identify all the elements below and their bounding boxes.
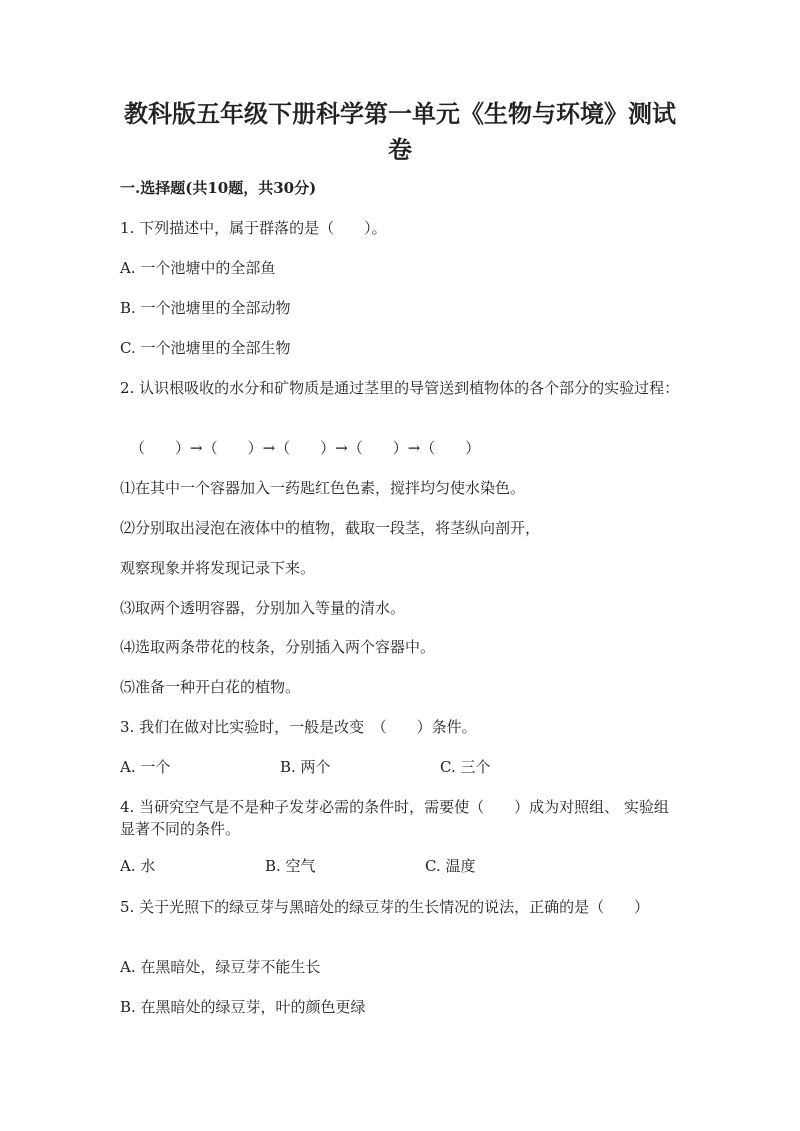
page-title: 教科版五年级下册科学第一单元《生物与环境》测试卷 — [124, 99, 676, 164]
question-3-option-c: C. 三个 — [440, 758, 491, 776]
question-2-step: ⑴在其中一个容器加入一药匙红色色素，搅拌均匀使水染色。 — [120, 479, 526, 497]
question-1-option-c: C. 一个池塘里的全部生物 — [120, 339, 291, 357]
question-2-step: ⑸准备一种开白花的植物。 — [120, 678, 301, 696]
question-2-stem: 2. 认识根吸收的水分和矿物质是通过茎里的导管送到植物体的各个部分的实验过程： — [120, 379, 680, 397]
question-4-options — [120, 856, 680, 876]
question-2-step: 观察现象并将发现记录下来。 — [120, 559, 316, 577]
question-3-stem: 3. 我们在做对比实验时，一般是改变 （ ）条件。 — [120, 718, 477, 736]
question-2-step: ⑶取两个透明容器，分别加入等量的清水。 — [120, 599, 406, 617]
question-4-option-b: B. 空气 — [265, 857, 316, 875]
question-3-option-b: B. 两个 — [280, 758, 331, 776]
question-2-step: ⑵分别取出浸泡在液体中的植物，截取一段茎，将茎纵向剖开， — [120, 519, 541, 537]
question-5-option-b: B. 在黑暗处的绿豆芽，叶的颜色更绿 — [120, 998, 366, 1016]
question-2-step: ⑷选取两条带花的枝条，分别插入两个容器中。 — [120, 638, 436, 656]
question-5-stem: 5. 关于光照下的绿豆芽与黑暗处的绿豆芽的生长情况的说法，正确的是（ ） — [120, 898, 650, 916]
section-heading: 一.选择题(共10题，共30分) — [120, 179, 317, 197]
question-4-option-c: C. 温度 — [425, 857, 476, 875]
question-5-option-a: A. 在黑暗处，绿豆芽不能生长 — [120, 958, 321, 976]
question-3-option-a: A. 一个 — [120, 758, 171, 776]
question-4-stem: 4. 当研究空气是不是种子发芽必需的条件时，需要使（ ）成为对照组、 实验组显著不同的条件。 — [120, 798, 669, 838]
question-4-option-a: A. 水 — [120, 857, 156, 875]
question-2-sequence: （ ）→（ ）→（ ）→（ ）→（ ） — [130, 439, 481, 457]
question-3-options — [120, 757, 680, 777]
question-1-option-b: B. 一个池塘里的全部动物 — [120, 299, 291, 317]
question-1-option-a: A. 一个池塘中的全部鱼 — [120, 259, 276, 277]
question-1-stem: 1. 下列描述中，属于群落的是（ ）。 — [120, 219, 387, 237]
